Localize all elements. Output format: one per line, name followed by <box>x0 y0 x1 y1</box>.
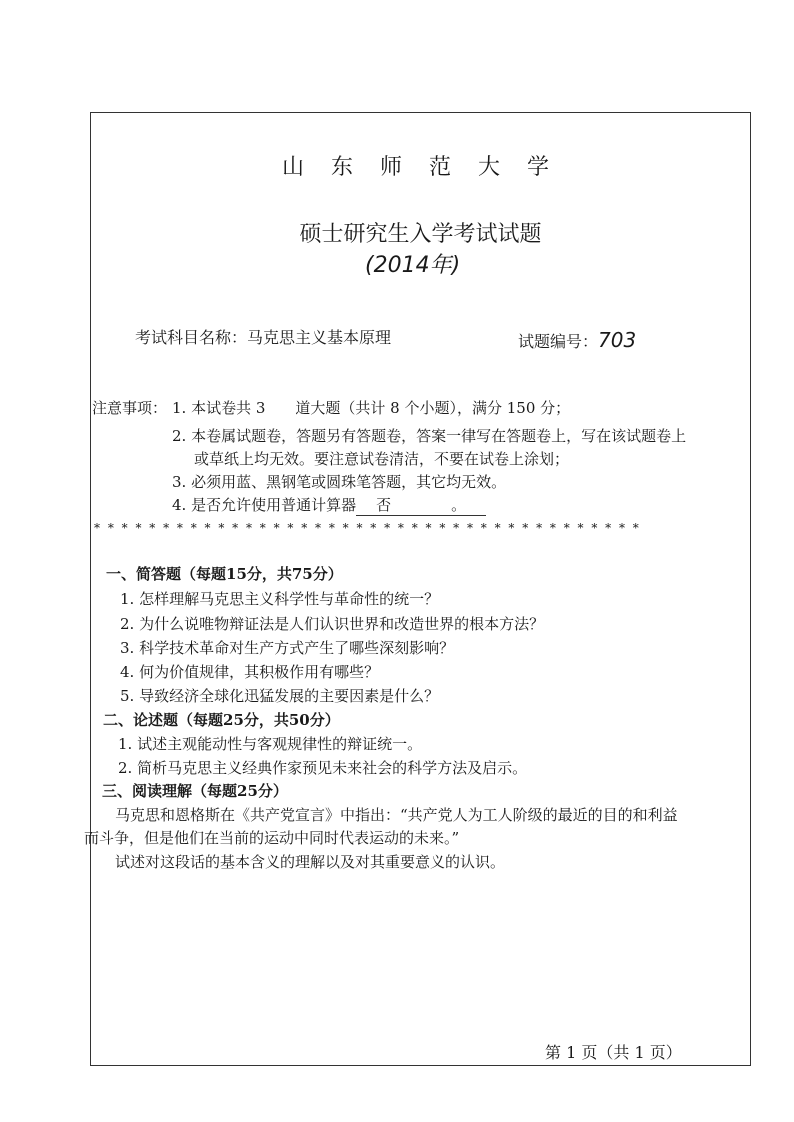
subject-row <box>135 328 495 348</box>
calculator-answer: 否 。 <box>356 495 486 516</box>
note-3: 3. 必须用蓝、黑钢笔或圆珠笔答题，其它均无效。 <box>172 473 507 491</box>
note-1: 1. 本试卷共 3 道大题（共计 8 个小题），满分 150 分； <box>172 399 571 417</box>
question: 3. 科学技术革命对生产方式产生了哪些深刻影响？ <box>120 639 455 657</box>
question: 5. 导致经济全球化迅猛发展的主要因素是什么？ <box>120 687 440 705</box>
section-3-title: 三、阅读理解（每题25分） <box>102 782 288 800</box>
university-name: 山 东 师 范 大 学 <box>282 155 559 180</box>
note-4: 4. 是否允许使用普通计算器 否 。 <box>172 495 750 516</box>
notes-label: 注意事项： <box>92 399 168 417</box>
reading-passage: 马克思和恩格斯在《共产党宣言》中指出：“共产党人为工人阶级的最近的目的和利益 <box>115 806 678 824</box>
question: 4. 何为价值规律，其积极作用有哪些？ <box>120 663 380 681</box>
page-border-bottom <box>90 1065 751 1066</box>
code-label: 试题编号： <box>518 332 599 351</box>
reading-question: 试述对这段话的基本含义的理解以及对其重要意义的认识。 <box>115 853 506 871</box>
question: 2. 简析马克思主义经典作家预见未来社会的科学方法及启示。 <box>118 759 528 777</box>
question: 2. 为什么说唯物辩证法是人们认识世界和改造世界的根本方法？ <box>120 615 545 633</box>
reading-passage-cont: 而斗争，但是他们在当前的运动中同时代表运动的未来。” <box>84 829 460 847</box>
subject-label: 考试科目名称： <box>135 328 248 347</box>
section-1-title: 一、简答题（每题15分，共75分） <box>106 565 343 583</box>
note-2: 2. 本卷属试题卷，答题另有答题卷，答案一律写在答题卷上，写在该试题卷上 <box>172 427 687 445</box>
page-footer: 第 1 页（共 1 页） <box>545 1043 682 1062</box>
separator-stars: * * * * * * * * * * * * * * * * * * * * * * * * * * * * * * * * * * * * * * * * <box>94 521 639 535</box>
question: 1. 试述主观能动性与客观规律性的辩证统一。 <box>118 735 423 753</box>
question: 1. 怎样理解马克思主义科学性与革命性的统一？ <box>120 590 440 608</box>
subject-name: 马克思主义基本原理 <box>247 328 392 347</box>
exam-code: 703 <box>598 328 637 352</box>
exam-title: 硕士研究生入学考试试题 <box>299 222 542 247</box>
code-row <box>518 330 718 352</box>
exam-year: (2014年) <box>365 253 461 278</box>
note-2-cont: 或草纸上均无效。要注意试卷清洁，不要在试卷上涂划； <box>194 450 570 468</box>
section-2-title: 二、论述题（每题25分，共50分） <box>103 711 340 729</box>
